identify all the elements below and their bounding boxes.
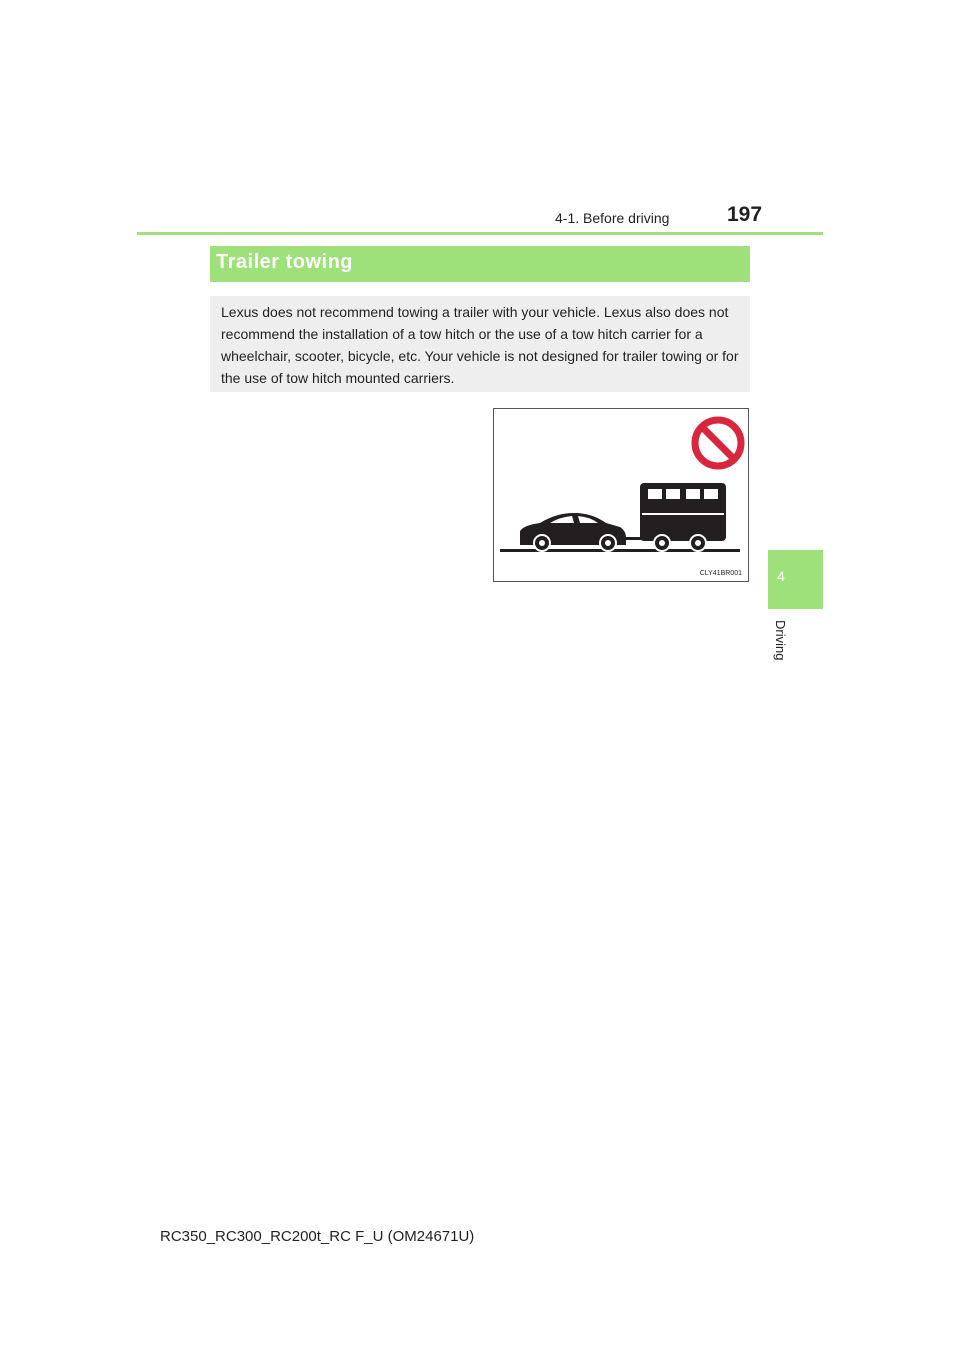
section-body-box <box>210 296 750 392</box>
chapter-tab[interactable] <box>768 550 823 609</box>
section-title: Trailer towing <box>216 251 354 273</box>
section-title-bar <box>210 246 750 282</box>
chapter-label-text: Driving <box>773 620 788 661</box>
chapter-number: 4 <box>777 568 785 584</box>
car-icon <box>520 513 642 551</box>
header-section-title: 4-1. Before driving <box>555 210 670 226</box>
header-divider <box>137 232 823 235</box>
towing-illustration-svg <box>494 409 748 581</box>
page-number: 197 <box>727 203 763 226</box>
section-body-text: Lexus does not recommend towing a trailer with your vehicle. Lexus also does not recommend the installation of a tow hitch or the use of a tow hitch carrier for a wheelchair, scooter, bicycle, etc. Your vehicle is not designed for trailer towing or for the use of tow hitch mounted carriers. <box>221 304 739 386</box>
chapter-label <box>770 620 790 680</box>
model-code-footer: RC350_RC300_RC200t_RC F_U (OM24671U) <box>160 1228 475 1245</box>
figure-code: CLY41BR001 <box>699 570 742 577</box>
towing-illustration <box>493 408 749 582</box>
prohibition-icon <box>695 420 741 466</box>
trailer-icon <box>640 483 726 551</box>
